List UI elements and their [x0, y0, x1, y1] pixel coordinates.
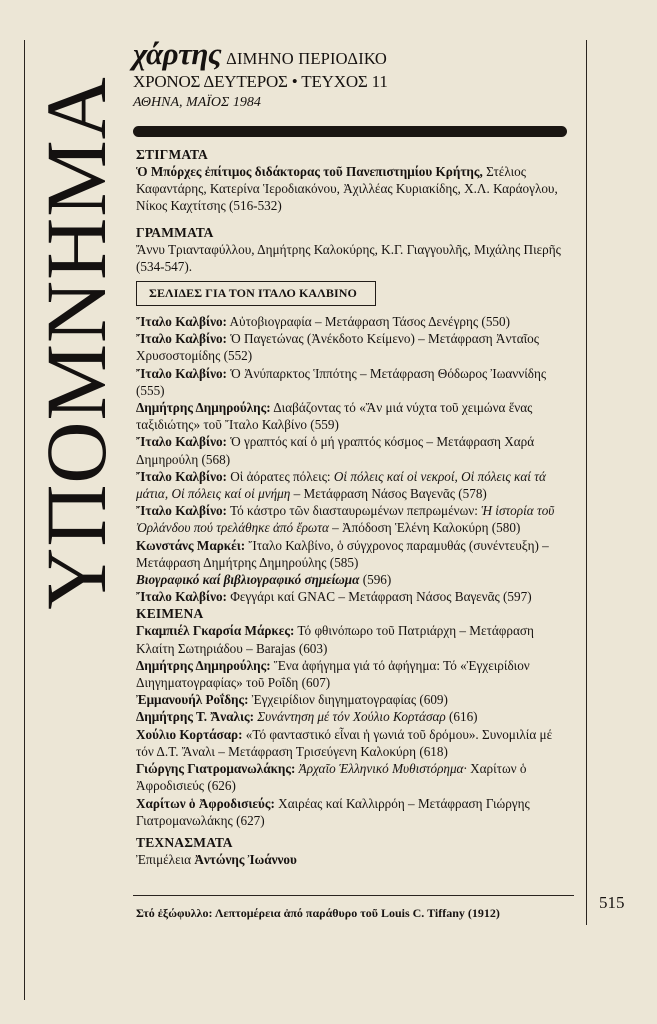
entry-text: Ὁ γραπτός καί ὁ μή γραπτός κόσμος – Μετάφραση Χαρά Δημηρούλη (568)	[136, 434, 535, 467]
masthead-issue: ΧΡΟΝΟΣ ΔΕΥΤΕΡΟΣ • ΤΕΥΧΟΣ 11	[133, 72, 388, 91]
entry-author: Ἴταλο Καλβίνο:	[136, 331, 227, 347]
entry-heading: Ὁ Μπόρχες ἐπίτιμος διδάκτορας τοῦ Πανεπιστημίου Κρήτης,	[136, 164, 483, 179]
page-number: 515	[599, 893, 625, 912]
toc-entry	[136, 433, 572, 467]
calvino-box-wrap	[136, 275, 572, 313]
spine-title: ΥΠΟΜΝΗΜΑ	[28, 76, 125, 610]
entry-text: Ἐπιμέλεια	[136, 851, 195, 867]
toc-entry	[136, 691, 572, 708]
entry-author: Ἴταλο Καλβίνο:	[136, 503, 227, 519]
entry-text: Φεγγάρι καί GNAC – Μετάφραση Νάσος Βαγενᾶς (597)	[226, 589, 532, 605]
entry-title-italic: Ἡ ἱστορία τοῦ Ὀρλάνδου πού τρελάθηκε ἀπό ἔρωτα	[136, 503, 555, 536]
entry-author: Ἴταλο Καλβίνο:	[136, 434, 227, 450]
entry-author: Ἴταλο Καλβίνο:	[136, 314, 227, 330]
entry-text: Χαρίτων ὁ Ἀφροδισιεύς (626)	[136, 761, 527, 794]
entry-author: Γκαμπιέλ Γκαρσία Μάρκες:	[136, 623, 295, 639]
toc-entry	[136, 365, 572, 399]
entry-author: Χαρίτων ὁ Ἀφροδισιεύς:	[136, 795, 275, 811]
toc-entry	[136, 657, 572, 691]
entry-author: Ἴταλο Καλβίνο:	[136, 468, 227, 484]
right-vertical-rule	[586, 40, 587, 925]
entry-author: Ἴταλο Καλβίνο:	[136, 589, 227, 605]
toc-entry: Ἄννυ Τριανταφύλλου, Δημήτρης Καλοκύρης, Κ.Γ. Γιαγγουλῆς, Μιχάλης Πιερῆς (534-547).	[136, 241, 561, 274]
entry-text: – Μετάφραση Νάσος Βαγενᾶς (578)	[290, 486, 487, 502]
toc-entry	[136, 708, 572, 725]
entry-text: Ἕνα ἀφήγημα γιά τό ἀφήγημα: Τό «Ἐγχειρίδιον Διηγηματογραφίας» τοῦ Ροΐδη (607)	[136, 657, 530, 691]
toc-entry	[136, 760, 572, 794]
entry-text: Οἱ ἀόρατες πόλεις:	[226, 468, 334, 484]
entry-author: Ἐμμανουήλ Ροΐδης:	[136, 692, 249, 708]
entry-title-italic: Οἱ πόλεις καί οἱ νεκροί, Οἱ πόλεις καί τά μάτια, Οἱ πόλεις καί οἱ μνήμη	[136, 468, 546, 502]
left-vertical-rule	[24, 40, 25, 1000]
masthead-title-row	[133, 36, 573, 71]
entry-author: Δημήτρης Δημηρούλης:	[136, 400, 271, 416]
section-title-stigmata: ΣΤΙΓΜΑΤΑ	[136, 147, 208, 162]
toc-entry	[136, 468, 572, 502]
entry-text: Τό φθινόπωρο τοῦ Πατριάρχη – Μετάφραση Κλαίτη Σωτηριάδου – Barajas (603)	[136, 623, 534, 656]
toc-entry	[136, 399, 572, 433]
entry-author: Χούλιο Κορτάσαρ:	[136, 726, 243, 742]
toc-entry	[136, 163, 572, 215]
toc-entry	[136, 588, 572, 605]
entry-text: Ἐγχειρίδιον διηγηματογραφίας (609)	[248, 692, 448, 708]
entry-text: Αὐτοβιογραφία – Μετάφραση Τάσος Δενέγρης (550)	[226, 314, 510, 330]
entry-text: «Τό φανταστικό εἶναι ἡ γωνιά τοῦ δρόμου». Συνομιλία μέ τόν Δ.Τ. Ἄναλι – Μετάφραση Τρισεύγενη Καλοκύρη (618)	[136, 726, 553, 759]
toc-entry	[136, 622, 572, 656]
cover-credit: Στό ἐξώφυλλο: Λεπτομέρεια ἀπό παράθυρο τοῦ Louis C. Tiffany (1912)	[136, 906, 500, 920]
toc-entry	[136, 502, 572, 536]
entry-text: Ὁ Παγετώνας (Ἀνέκδοτο Κείμενο) – Μετάφραση Ἀνταῖος Χρυσοστομίδης (552)	[136, 331, 539, 364]
entry-author: Δημήτρης Δημηρούλης:	[136, 657, 271, 673]
toc-entry	[136, 571, 572, 588]
entry-text: Τό κάστρο τῶν διασταυρωμένων πεπρωμένων:	[226, 503, 482, 519]
entry-heading: Βιογραφικό καί βιβλιογραφικό σημείωμα	[136, 572, 360, 588]
entry-text: – Ἀπόδοση Ἑλένη Καλοκύρη (580)	[328, 520, 521, 536]
masthead-subtitle: ΔΙΜΗΝΟ ΠΕΡΙΟΔΙΚΟ	[226, 49, 387, 68]
toc-entry	[136, 851, 572, 868]
entry-author: Γιώργης Γιατρομανωλάκης:	[136, 761, 296, 777]
entry-title-italic: Ἀρχαῖο Ἑλληνικό Μυθιστόρημα·	[298, 761, 467, 777]
entry-author: Δημήτρης Τ. Ἄναλις:	[136, 709, 254, 725]
toc-entry	[136, 330, 572, 364]
masthead	[133, 36, 573, 113]
toc-entry	[136, 313, 572, 330]
masthead-logo: χάρτης	[133, 36, 222, 71]
toc-entry	[136, 537, 572, 571]
section-title-calvino: ΣΕΛΙΔΕΣ ΓΙΑ ΤΟΝ ΙΤΑΛΟ ΚΑΛΒΙΝΟ	[136, 281, 376, 306]
entry-text: (616)	[445, 709, 478, 725]
entry-text: Ἴταλο Καλβίνο, ὁ σύγχρονος παραμυθάς (συνέντευξη) – Μετάφραση Δημήτρης Δημηρούλης (585)	[136, 537, 549, 570]
entry-text: Ὁ Ἀνύπαρκτος Ἱππότης – Μετάφραση Θόδωρος Ἰωαννίδης (555)	[136, 365, 547, 398]
entry-title-italic: Συνάντηση μέ τόν Χούλιο Κορτάσαρ	[254, 709, 446, 725]
bottom-rule	[133, 895, 574, 896]
toc-entry	[136, 795, 572, 829]
entry-text: Χαιρέας καί Καλλιρρόη – Μετάφραση Γιώργης Γιατρομανωλάκης (627)	[136, 795, 530, 828]
spine	[28, 48, 125, 638]
entry-author: Ἴταλο Καλβίνο:	[136, 365, 227, 381]
entry-text: Διαβάζοντας τό «Ἄν μιά νύχτα τοῦ χειμώνα ἕνας ταξιδιώτης» τοῦ Ἴταλο Καλβίνο (559)	[136, 400, 533, 433]
toc-entry	[136, 726, 572, 760]
masthead-rule	[133, 126, 567, 137]
entry-author: Κωνστάνς Μαρκέι:	[136, 537, 246, 553]
table-of-contents	[136, 146, 572, 868]
section-title-texnasmata: ΤΕΧΝΑΣΜΑΤΑ	[136, 834, 233, 850]
entry-author: Ἀντώνης Ἰωάννου	[194, 851, 297, 867]
entry-authors: Στέλιος Καφαντάρης, Κατερίνα Ἱεροδιακόνου, Ἀχιλλέας Κυριακίδης, Χ.Λ. Καράογλου, Νίκος Καχτίτσης (516-532)	[136, 164, 558, 214]
section-title-keimena: ΚΕΙΜΕΝΑ	[136, 606, 204, 622]
entry-text: (596)	[359, 572, 392, 588]
section-title-grammata: ΓΡΑΜΜΑΤΑ	[136, 224, 214, 240]
masthead-date: ΑΘΗΝΑ, ΜΑΪΟΣ 1984	[133, 95, 261, 110]
